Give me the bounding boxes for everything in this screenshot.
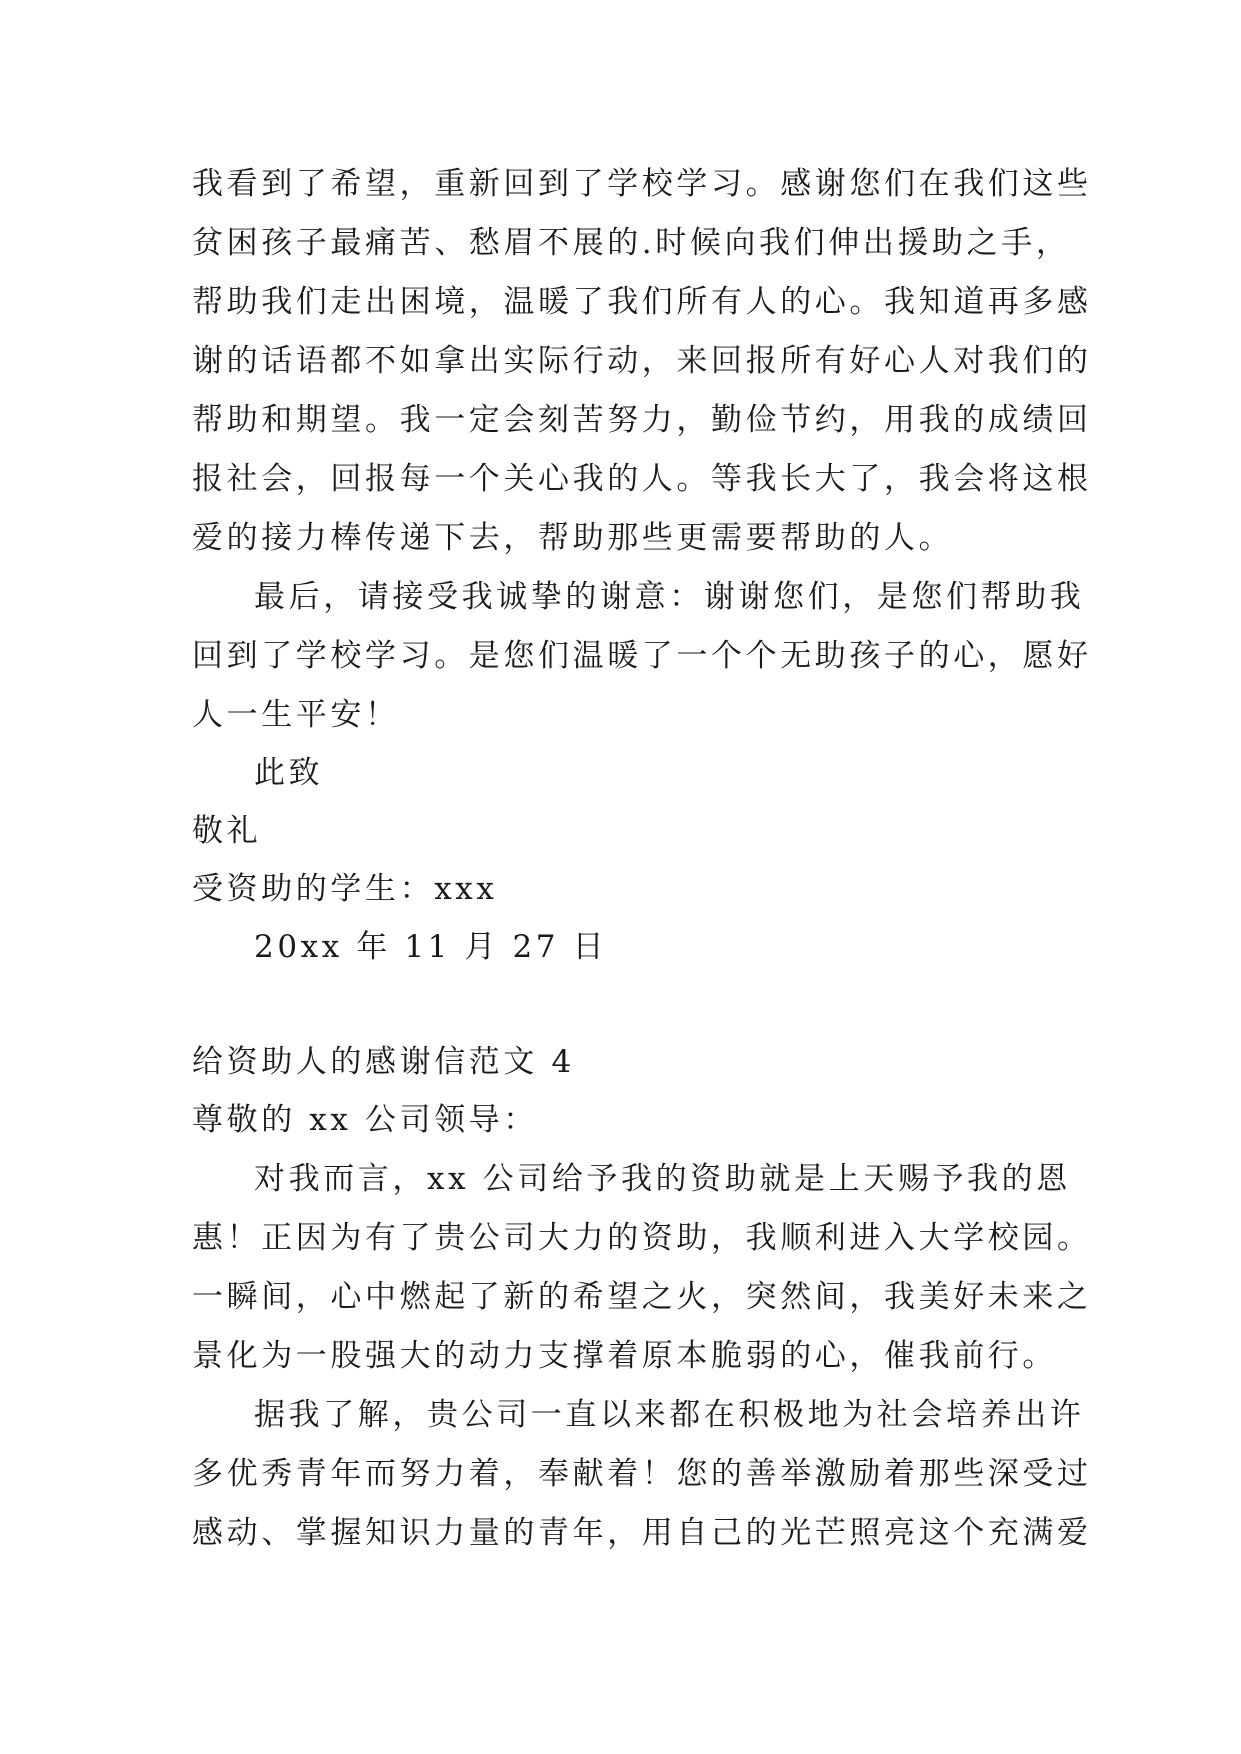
paragraph-line: 感动、掌握知识力量的青年，用自己的光芒照亮这个充满爱	[192, 1515, 1092, 1551]
paragraph-line: 爱的接力棒传递下去，帮助那些更需要帮助的人。	[192, 520, 954, 556]
paragraph-line: 回到了学校学习。是您们温暖了一个个无助孩子的心，愿好	[192, 638, 1092, 674]
section-title: 给资助人的感谢信范文 4	[192, 1044, 575, 1080]
date-line: 20xx 年 11 月 27 日	[254, 929, 608, 965]
greeting-line: 尊敬的 xx 公司领导：	[192, 1102, 538, 1138]
paragraph-line: 帮助和期望。我一定会刻苦努力，勤俭节约，用我的成绩回	[192, 402, 1092, 438]
paragraph-line: 据我了解，贵公司一直以来都在积极地为社会培养出许	[254, 1397, 1085, 1433]
paragraph-line: 报社会，回报每一个关心我的人。等我长大了，我会将这根	[192, 461, 1092, 497]
paragraph-line: 贫困孩子最痛苦、愁眉不展的.时候向我们伸出援助之手，	[192, 225, 1071, 261]
paragraph-line: 对我而言，xx 公司给予我的资助就是上天赐予我的恩	[254, 1161, 1071, 1197]
paragraph-line: 惠！正因为有了贵公司大力的资助，我顺利进入大学校园。	[192, 1220, 1092, 1256]
paragraph-line: 最后，请接受我诚挚的谢意：谢谢您们，是您们帮助我	[254, 579, 1085, 615]
paragraph-line: 我看到了希望，重新回到了学校学习。感谢您们在我们这些	[192, 166, 1092, 202]
paragraph-line: 人一生平安！	[192, 697, 400, 733]
paragraph-line: 谢的话语都不如拿出实际行动，来回报所有好心人对我们的	[192, 343, 1092, 379]
closing-salutation: 此致	[254, 755, 324, 791]
signature-line: 受资助的学生：xxx	[192, 871, 498, 907]
paragraph-line: 景化为一股强大的动力支撑着原本脆弱的心，催我前行。	[192, 1338, 1057, 1374]
paragraph-line: 一瞬间，心中燃起了新的希望之火，突然间，我美好未来之	[192, 1279, 1092, 1315]
paragraph-line: 帮助我们走出困境，温暖了我们所有人的心。我知道再多感	[192, 284, 1092, 320]
paragraph-line: 多优秀青年而努力着，奉献着！您的善举激励着那些深受过	[192, 1456, 1092, 1492]
closing-regards: 敬礼	[192, 813, 262, 849]
